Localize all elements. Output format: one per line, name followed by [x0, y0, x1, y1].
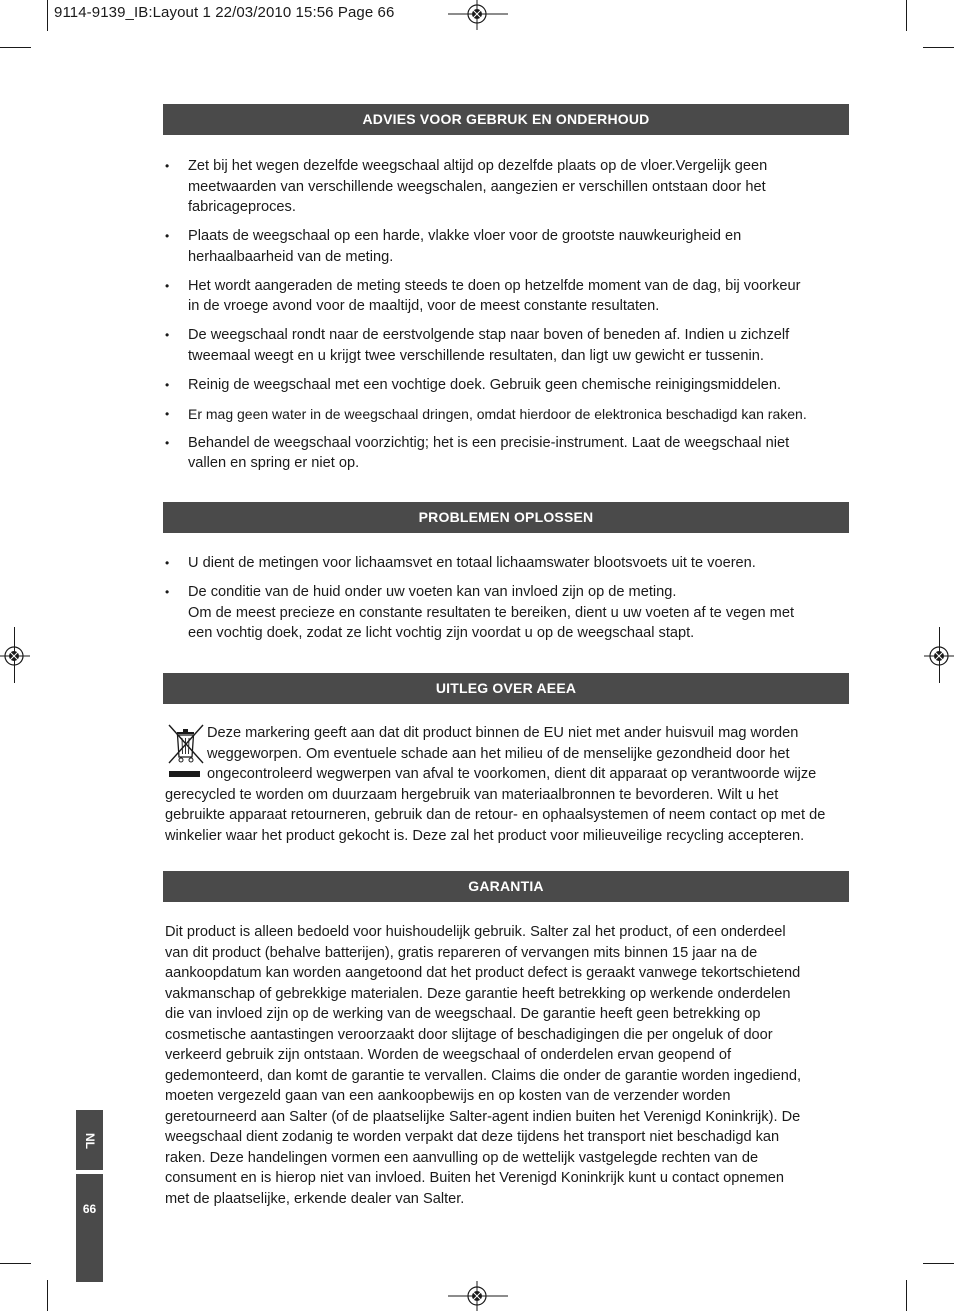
list-item-line: tweemaal weegt en u krijgt twee verschillende resultaten, dan ligt uw gewicht er tussenin. [188, 347, 764, 364]
registration-mark-icon [924, 641, 954, 671]
section-header-garantia: GARANTIA [163, 871, 849, 902]
list-item [163, 325, 849, 366]
section-header-aeea: UITLEG OVER AEEA [163, 673, 849, 704]
crop-mark-br-h [923, 1263, 954, 1264]
garantia-line: moeten vergezeld gaan van een aankoopbewijs en op kosten van de verzender worden [165, 1088, 731, 1104]
garantia-line: verkeerd gebruik zijn ontstaan. Worden de weegschaal of onderdelen ervan geopend of [165, 1047, 732, 1063]
garantia-paragraph [165, 922, 849, 1209]
language-label [76, 1126, 103, 1156]
list-item [163, 582, 849, 644]
registration-mark-icon [448, 0, 508, 30]
list-item-line: • De conditie van de huid onder uw voeten kan van invloed zijn op de meting. [188, 584, 677, 600]
garantia-line: aankoopdatum kan worden aangetoond dat het product defect is geraakt vanwege tekortschietend [165, 965, 801, 981]
list-item-line: Om de meest precieze en constante resultaten te bereiken, dient u uw voeten af te vegen met [188, 604, 794, 621]
crop-mark-tl-v [47, 0, 48, 31]
list-item-line: • U dient de metingen voor lichaamsvet en totaal lichaamswater blootsvoets uit te voeren. [188, 555, 756, 571]
list-item [163, 433, 849, 474]
garantia-line: van dit product (behalve batterijen), gratis repareren of vervangen mits binnen 15 jaar na de [165, 944, 758, 961]
list-item-line: • Het wordt aangeraden de meting steeds te doen op hetzelfde moment van de dag, bij voorkeur [188, 277, 801, 294]
garantia-line: met de plaatselijke, erkende dealer van Salter. [165, 1190, 465, 1207]
registration-mark-icon [448, 1281, 508, 1311]
list-item-line: • Zet bij het wegen dezelfde weegschaal altijd op dezelfde plaats op de vloer.Vergelijk geen [188, 158, 768, 174]
crop-mark-bl-h [0, 1263, 31, 1264]
advies-list [163, 156, 849, 474]
garantia-line: weegschaal dient zodanig te worden verpakt dat deze tijdens het transport niet beschadigd kan [165, 1129, 780, 1145]
list-item-line: • Behandel de weegschaal voorzichtig; het is een precisie-instrument. Laat de weegschaal niet [188, 434, 790, 451]
crossed-out-wheelie-bin-icon [165, 723, 207, 779]
aeea-paragraph [165, 723, 849, 846]
side-tab-divider [76, 1170, 103, 1174]
crop-mark-br-v [906, 1280, 907, 1311]
list-item [163, 375, 849, 396]
crop-mark-tr-v [906, 0, 907, 31]
list-item [163, 553, 849, 574]
list-item [163, 404, 849, 425]
list-item-line: een vochtig doek, zodat ze licht vochtig zijn voordat u op de weegschaal stapt. [188, 625, 695, 641]
section-header-advies: ADVIES VOOR GEBRUK EN ONDERHOUD [163, 104, 849, 135]
garantia-line: Dit product is alleen bedoeld voor huishoudelijk gebruik. Salter zal het product, of een onderdeel [165, 924, 786, 940]
garantia-line: cosmetische aantastingen veroorzaakt door slijtage of beschadigingen die per ongeluk of door [165, 1026, 773, 1043]
garantia-line: geretourneerd aan Salter (of de plaatselijke Salter-agent indien buiten het Verenigd Koninkrijk). De [165, 1108, 801, 1125]
aeea-line: Deze markering geeft aan dat dit product binnen de EU niet met ander huisvuil mag worden [207, 725, 799, 741]
list-item [163, 156, 849, 218]
advies-list-container [163, 156, 849, 482]
garantia-line: die van invloed zijn op de werking van de weegschaal. De garantie heeft geen betrekking op [165, 1006, 761, 1022]
section-header-problemen: PROBLEMEN OPLOSSEN [163, 502, 849, 533]
problemen-list-container [163, 553, 849, 652]
crop-mark-tr-h [923, 47, 954, 48]
list-item [163, 276, 849, 317]
list-item-line: • Er mag geen water in de weegschaal dringen, omdat hierdoor de elektronica beschadigd kan raken. [188, 405, 807, 422]
problemen-list [163, 553, 849, 644]
garantia-line: raken. Deze handelingen vormen een aanvulling op de wettelijk vastgelegde rechten van de [165, 1149, 759, 1166]
list-item [163, 226, 849, 267]
list-item-line: • De weegschaal rondt naar de eerstvolgende stap naar boven of beneden af. Indien u zichzelf [188, 327, 790, 343]
registration-mark-icon [0, 641, 30, 671]
aeea-line: winkelier waar het product gekocht is. Deze zal het product voor milieuveilige recycling accepteren. [165, 827, 805, 844]
print-slug: 9114-9139_IB:Layout 1 22/03/2010 15:56 Page 66 [54, 4, 395, 21]
aeea-line: gerecycled te worden om duurzaam hergebruik van materiaalbronnen te bevorderen. Wilt u het [165, 786, 779, 803]
list-item-line: vallen en spring er niet op. [188, 455, 360, 471]
garantia-line: consument en is hierop niet van invloed. Buiten het Verenigd Koninkrijk kunt u contact opnemen [165, 1170, 785, 1186]
aeea-line: weggeworpen. Om eventuele schade aan het milieu of de menselijke gezondheid door het [207, 745, 790, 762]
garantia-line: gedemonteerd, dan komt de garantie te vervallen. Claims die onder de garantie worden ingediend, [165, 1067, 802, 1084]
crop-mark-tl-h [0, 47, 31, 48]
aeea-line: ongecontroleerd wegwerpen van afval te voorkomen, dient dit apparaat op verantwoorde wijze [207, 766, 817, 782]
list-item-line: herhaalbaarheid van de meting. [188, 248, 394, 265]
list-item-line: • Reinig de weegschaal met een vochtige doek. Gebruik geen chemische reinigingsmiddelen. [188, 376, 782, 393]
list-item-line: fabricageproces. [188, 199, 296, 215]
aeea-line: gebruikte apparaat retourneren, gebruik dan de retour- en ophaalsystemen of neem contact op met de [165, 807, 826, 823]
garantia-line: vakmanschap of gebrekkige materialen. Deze garantie heeft betrekking op werkende onderdelen [165, 985, 791, 1002]
page-number: 66 [82, 1202, 97, 1216]
list-item-line: • Plaats de weegschaal op een harde, vlakke vloer voor de grootste nauwkeurigheid en [188, 228, 742, 244]
language-code: NL [82, 1133, 97, 1149]
list-item-line: meetwaarden van verschillende weegschalen, aangezien er verschillen ontstaan door het [188, 178, 766, 195]
list-item-line: in de vroege avond voor de maaltijd, voor de meest constante resultaten. [188, 298, 660, 314]
crop-mark-bl-v [47, 1280, 48, 1311]
